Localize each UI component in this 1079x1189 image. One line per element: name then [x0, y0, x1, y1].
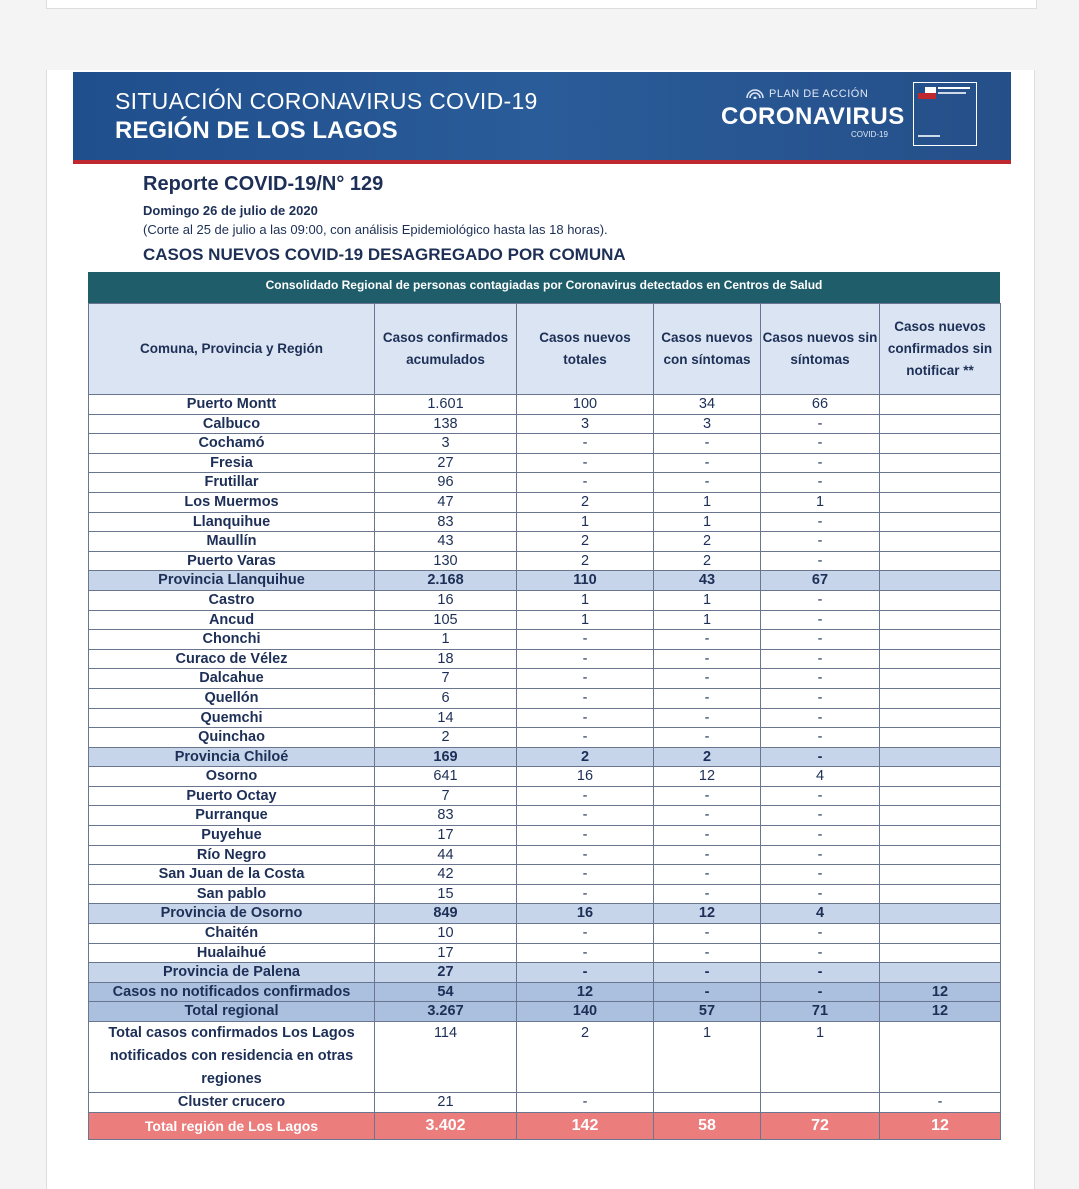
table-cell [880, 786, 1001, 806]
table-cell: - [654, 434, 761, 454]
table-cell: - [654, 630, 761, 650]
table-cell: 130 [375, 551, 517, 571]
column-header: Casos nuevos con síntomas [654, 304, 761, 395]
row-label: Calbuco [89, 414, 375, 434]
table-cell: - [517, 434, 654, 454]
table-row [89, 924, 1001, 944]
table-cell: 2 [654, 551, 761, 571]
table-cell: - [517, 669, 654, 689]
table-cell: 6 [375, 688, 517, 708]
row-label: Cluster crucero [89, 1093, 375, 1113]
table-cell: - [517, 649, 654, 669]
table-cell: 2 [517, 747, 654, 767]
row-label: Puerto Montt [89, 395, 375, 415]
row-label: Casos no notificados confirmados [89, 982, 375, 1002]
row-label: San pablo [89, 884, 375, 904]
row-label: Castro [89, 590, 375, 610]
plan-label: PLAN DE ACCIÓN [769, 88, 869, 100]
table-cell: 849 [375, 904, 517, 924]
table-cell [880, 767, 1001, 787]
table-cell [880, 512, 1001, 532]
table-cell: 2 [517, 551, 654, 571]
table-cell: - [517, 826, 654, 846]
table-cell [880, 943, 1001, 963]
table-cell: 12 [654, 767, 761, 787]
table-cell: 1 [517, 590, 654, 610]
column-header: Casos nuevos sin síntomas [761, 304, 880, 395]
table-row [89, 826, 1001, 846]
table-cell: 3 [654, 414, 761, 434]
table-cell: - [517, 865, 654, 885]
table-cell: 16 [517, 904, 654, 924]
row-label: Quemchi [89, 708, 375, 728]
table-cell: - [761, 688, 880, 708]
table-cell: 71 [761, 1002, 880, 1022]
table-cell [880, 924, 1001, 944]
row-label: Curaco de Vélez [89, 649, 375, 669]
table-cell: 54 [375, 982, 517, 1002]
table-cell: - [517, 630, 654, 650]
table-cell: 12 [654, 904, 761, 924]
table-cell: - [517, 924, 654, 944]
table-row [89, 512, 1001, 532]
table-cell: 1.601 [375, 395, 517, 415]
row-label: Frutillar [89, 473, 375, 493]
table-cell: 18 [375, 649, 517, 669]
header-banner [73, 72, 1011, 164]
table-row [89, 1093, 1001, 1113]
row-label: Total casos confirmados Los Lagos notificados con residencia en otras regiones [89, 1022, 375, 1093]
row-label: Osorno [89, 767, 375, 787]
table-row [89, 590, 1001, 610]
report-cut-note: (Corte al 25 de julio a las 09:00, con análisis Epidemiológico hasta las 18 horas). [143, 222, 608, 237]
table-cell: 72 [761, 1112, 880, 1139]
table-cell: 10 [375, 924, 517, 944]
table-cell: - [761, 865, 880, 885]
table-cell: - [761, 728, 880, 748]
table-cell: 2 [654, 532, 761, 552]
table-cell: - [761, 532, 880, 552]
table-row [89, 551, 1001, 571]
table-cell [880, 1022, 1001, 1093]
row-label: Puyehue [89, 826, 375, 846]
table-cell: - [761, 884, 880, 904]
row-label: Purranque [89, 806, 375, 826]
government-logo [913, 82, 977, 146]
table-cell: - [517, 453, 654, 473]
table-cell [880, 884, 1001, 904]
table-cell: 1 [761, 492, 880, 512]
row-label: Ancud [89, 610, 375, 630]
table-cell: - [761, 806, 880, 826]
table-cell: 44 [375, 845, 517, 865]
table-cell: 16 [517, 767, 654, 787]
table-cell [880, 473, 1001, 493]
table-cell: - [761, 963, 880, 983]
cases-table [88, 303, 1001, 1140]
table-cell [654, 1093, 761, 1113]
table-cell: - [654, 786, 761, 806]
table-cell: - [654, 806, 761, 826]
table-cell: 96 [375, 473, 517, 493]
table-cell: 1 [375, 630, 517, 650]
table-cell: - [517, 884, 654, 904]
table-cell: 83 [375, 806, 517, 826]
banner-title-line1: SITUACIÓN CORONAVIRUS COVID-19 [115, 88, 538, 114]
table-cell: 142 [517, 1112, 654, 1139]
table-cell: 17 [375, 826, 517, 846]
table-cell [880, 395, 1001, 415]
table-cell: 12 [880, 1002, 1001, 1022]
row-label: Dalcahue [89, 669, 375, 689]
brand-sub: COVID-19 [851, 130, 888, 139]
table-row [89, 747, 1001, 767]
report-subtitle: CASOS NUEVOS COVID-19 DESAGREGADO POR COMUNA [143, 245, 626, 264]
table-row [89, 669, 1001, 689]
row-label: Río Negro [89, 845, 375, 865]
table-cell: - [517, 473, 654, 493]
table-row [89, 532, 1001, 552]
table-cell: - [761, 473, 880, 493]
table-cell: 27 [375, 453, 517, 473]
table-cell: 3 [517, 414, 654, 434]
table-cell [880, 610, 1001, 630]
table-cell: - [880, 1093, 1001, 1113]
table-cell: 2.168 [375, 571, 517, 591]
row-label: Puerto Varas [89, 551, 375, 571]
table-cell: 3 [375, 434, 517, 454]
table-cell: 43 [375, 532, 517, 552]
table-cell: - [761, 453, 880, 473]
table-cell: - [654, 845, 761, 865]
table-cell: - [761, 414, 880, 434]
table-cell: - [517, 688, 654, 708]
table-cell [880, 688, 1001, 708]
table-cell: - [654, 924, 761, 944]
row-label: Provincia de Osorno [89, 904, 375, 924]
chile-flag-icon [918, 87, 936, 99]
report-date: Domingo 26 de julio de 2020 [143, 203, 318, 218]
table-row [89, 786, 1001, 806]
table-cell: - [517, 786, 654, 806]
table-cell: 2 [375, 728, 517, 748]
table-cell [880, 865, 1001, 885]
table-row [89, 1002, 1001, 1022]
table-cell: - [654, 473, 761, 493]
table-cell: - [654, 669, 761, 689]
table-cell [761, 1093, 880, 1113]
table-cell [880, 590, 1001, 610]
table-cell: 105 [375, 610, 517, 630]
row-label: Puerto Octay [89, 786, 375, 806]
table-row [89, 884, 1001, 904]
row-label: San Juan de la Costa [89, 865, 375, 885]
table-cell: - [517, 708, 654, 728]
row-label: Quellón [89, 688, 375, 708]
column-header: Casos confirmados acumulados [375, 304, 517, 395]
table-row [89, 963, 1001, 983]
banner-title-line2: REGIÓN DE LOS LAGOS [115, 117, 398, 144]
table-cell: - [761, 747, 880, 767]
table-cell [880, 669, 1001, 689]
table-cell: - [654, 708, 761, 728]
table-row [89, 395, 1001, 415]
table-cell: 83 [375, 512, 517, 532]
table-cell [880, 571, 1001, 591]
table-cell: - [517, 806, 654, 826]
table-cell: - [761, 826, 880, 846]
previous-card-edge [46, 0, 1037, 9]
table-cell: - [654, 884, 761, 904]
table-cell: - [654, 649, 761, 669]
report-document [46, 70, 1035, 1189]
table-row [89, 492, 1001, 512]
table-cell: - [654, 982, 761, 1002]
table-cell: - [654, 728, 761, 748]
table-cell: - [654, 453, 761, 473]
row-label: Chaitén [89, 924, 375, 944]
table-cell: 1 [517, 512, 654, 532]
row-label: Chonchi [89, 630, 375, 650]
row-label: Hualaihué [89, 943, 375, 963]
table-cell: 1 [654, 1022, 761, 1093]
table-cell: 1 [517, 610, 654, 630]
report-title: Reporte COVID-19/N° 129 [143, 173, 384, 195]
table-cell: - [517, 845, 654, 865]
table-row [89, 982, 1001, 1002]
table-cell: - [761, 669, 880, 689]
row-label: Quinchao [89, 728, 375, 748]
table-cell: 15 [375, 884, 517, 904]
row-label: Total regional [89, 1002, 375, 1022]
table-cell: 1 [654, 492, 761, 512]
table-cell: 2 [517, 492, 654, 512]
row-label: Los Muermos [89, 492, 375, 512]
table-row [89, 649, 1001, 669]
table-cell: - [761, 786, 880, 806]
table-cell: 43 [654, 571, 761, 591]
table-cell: 12 [880, 982, 1001, 1002]
table-cell: 110 [517, 571, 654, 591]
table-cell: 34 [654, 395, 761, 415]
table-cell: 2 [517, 1022, 654, 1093]
table-cell: 21 [375, 1093, 517, 1113]
table-cell: 1 [761, 1022, 880, 1093]
row-label: Maullín [89, 532, 375, 552]
table-cell [880, 434, 1001, 454]
row-label: Llanquihue [89, 512, 375, 532]
table-cell [880, 904, 1001, 924]
table-cell [880, 728, 1001, 748]
table-cell: 16 [375, 590, 517, 610]
table-cell: 2 [517, 532, 654, 552]
row-label: Provincia Llanquihue [89, 571, 375, 591]
table-cell: 57 [654, 1002, 761, 1022]
table-cell: 47 [375, 492, 517, 512]
table-cell: - [517, 728, 654, 748]
table-cell: - [761, 845, 880, 865]
table-cell: 7 [375, 786, 517, 806]
table-cell: 58 [654, 1112, 761, 1139]
table-cell: 12 [517, 982, 654, 1002]
table-cell: - [761, 551, 880, 571]
table-cell: 42 [375, 865, 517, 885]
table-row [89, 865, 1001, 885]
table-row [89, 943, 1001, 963]
table-row [89, 434, 1001, 454]
table-cell: - [761, 943, 880, 963]
row-label: Cochamó [89, 434, 375, 454]
brand-logo-text: CORONAVIRUS [721, 103, 905, 130]
table-cell: 67 [761, 571, 880, 591]
table-row [89, 688, 1001, 708]
table-cell: 114 [375, 1022, 517, 1093]
table-cell [880, 806, 1001, 826]
table-cell: 1 [654, 610, 761, 630]
table-cell [880, 747, 1001, 767]
table-cell [880, 414, 1001, 434]
table-cell: 1 [654, 590, 761, 610]
table-row [89, 414, 1001, 434]
table-cell [880, 630, 1001, 650]
table-row [89, 1112, 1001, 1139]
table-cell: - [761, 924, 880, 944]
table-cell: 27 [375, 963, 517, 983]
table-cell: 140 [517, 1002, 654, 1022]
table-row [89, 845, 1001, 865]
table-row [89, 708, 1001, 728]
table-cell: 2 [654, 747, 761, 767]
table-row [89, 806, 1001, 826]
table-cell: - [761, 434, 880, 454]
table-cell: - [517, 963, 654, 983]
table-cell: 138 [375, 414, 517, 434]
column-header: Casos nuevos confirmados sin notificar ** [880, 304, 1001, 395]
table-cell: - [654, 865, 761, 885]
table-cell: - [761, 708, 880, 728]
table-cell: - [517, 1093, 654, 1113]
sun-logo-icon [745, 85, 765, 99]
table-cell: 169 [375, 747, 517, 767]
table-cell: - [517, 943, 654, 963]
table-row [89, 1022, 1001, 1093]
table-row [89, 767, 1001, 787]
table-cell: 17 [375, 943, 517, 963]
table-cell: - [654, 963, 761, 983]
table-cell: 1 [654, 512, 761, 532]
table-row [89, 453, 1001, 473]
table-cell: 7 [375, 669, 517, 689]
table-row [89, 728, 1001, 748]
table-body [89, 395, 1001, 1140]
table-cell: - [761, 649, 880, 669]
table-cell: - [761, 610, 880, 630]
table-cell: 14 [375, 708, 517, 728]
table-cell: - [761, 512, 880, 532]
table-cell [880, 551, 1001, 571]
table-row [89, 630, 1001, 650]
table-row [89, 473, 1001, 493]
table-cell [880, 826, 1001, 846]
table-cell: 12 [880, 1112, 1001, 1139]
table-cell: - [654, 688, 761, 708]
table-row [89, 904, 1001, 924]
table-cell [880, 649, 1001, 669]
row-label: Provincia de Palena [89, 963, 375, 983]
table-cell [880, 453, 1001, 473]
column-header: Casos nuevos totales [517, 304, 654, 395]
column-header: Comuna, Provincia y Región [89, 304, 375, 395]
table-cell: - [761, 982, 880, 1002]
row-label: Provincia Chiloé [89, 747, 375, 767]
table-cell: 100 [517, 395, 654, 415]
table-cell [880, 708, 1001, 728]
table-cell: 641 [375, 767, 517, 787]
row-label: Fresia [89, 453, 375, 473]
table-cell [880, 845, 1001, 865]
table-caption: Consolidado Regional de personas contagiadas por Coronavirus detectados en Centros de Salud [88, 272, 1000, 303]
table-cell: - [761, 630, 880, 650]
table-cell: 3.402 [375, 1112, 517, 1139]
table-header-row [89, 304, 1001, 395]
table-cell: - [654, 826, 761, 846]
table-cell: - [761, 590, 880, 610]
table-row [89, 571, 1001, 591]
table-cell [880, 492, 1001, 512]
table-cell: 4 [761, 767, 880, 787]
table-cell: 4 [761, 904, 880, 924]
table-cell: 66 [761, 395, 880, 415]
table-cell: - [654, 943, 761, 963]
table-cell [880, 963, 1001, 983]
table-cell [880, 532, 1001, 552]
table-cell: 3.267 [375, 1002, 517, 1022]
row-label: Total región de Los Lagos [89, 1112, 375, 1139]
table-row [89, 610, 1001, 630]
